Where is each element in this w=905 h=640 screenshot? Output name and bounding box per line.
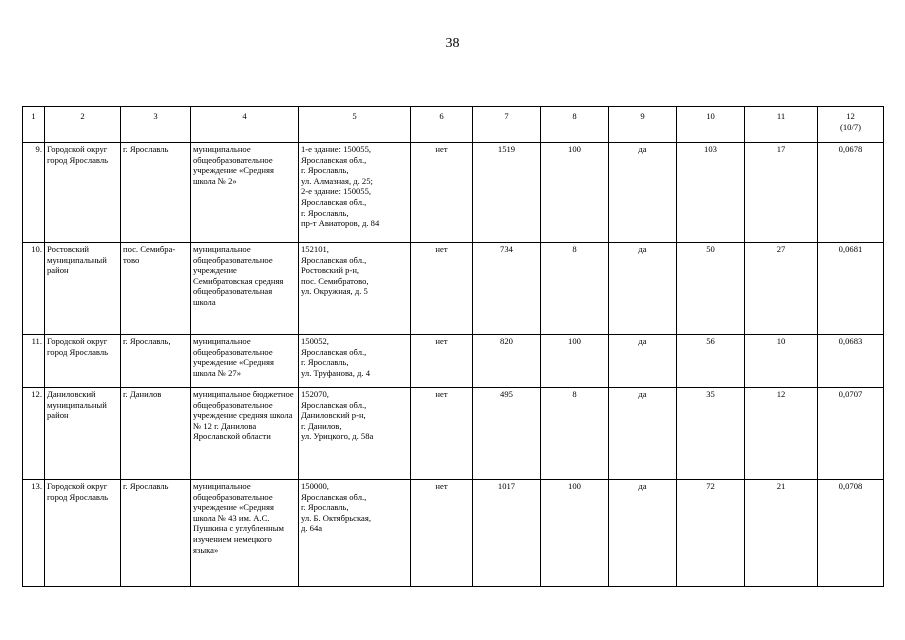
locality-cell: пос. Семибра-тово [121, 243, 191, 335]
col-8-cell: 100 [541, 480, 609, 587]
col-7-cell: 734 [473, 243, 541, 335]
row-number-cell: 10. [23, 243, 45, 335]
address-cell [299, 480, 411, 587]
col-6-cell: нет [411, 335, 473, 388]
address-line: г. Ярославль, [301, 357, 349, 368]
district-cell: Городской округ город Ярославль [45, 335, 121, 388]
col-6-cell: нет [411, 243, 473, 335]
col-11-cell: 27 [745, 243, 818, 335]
address-line: ул. Окружная, д. 5 [301, 286, 368, 297]
header-cell-5: 5 [299, 107, 411, 143]
address-cell [299, 388, 411, 480]
col-8-cell: 100 [541, 143, 609, 243]
address-line: 1-е здание: 150055, [301, 144, 372, 154]
table-body [23, 143, 884, 587]
col-11-cell: 21 [745, 480, 818, 587]
table-row [23, 143, 884, 243]
address-line: 2-е здание: 150055, [301, 186, 372, 197]
locality-cell: г. Ярославль, [121, 335, 191, 388]
address-line: Ярославская обл., [301, 399, 367, 410]
school-name-cell: муниципальное бюджетное общеобразовательное учреждение средняя школа № 12 г. Данилова Ярославской области [191, 388, 299, 480]
district-cell: Ростовский муниципальный район [45, 243, 121, 335]
address-line: ул. Б. Октябрьская, [301, 512, 371, 523]
header-cell-12-line2: (10/7) [839, 121, 861, 132]
col-6-cell: нет [411, 143, 473, 243]
address-line: Ярославская обл., [301, 196, 367, 207]
header-cell-8: 8 [541, 107, 609, 143]
address-cell [299, 143, 411, 243]
col-9-cell: да [609, 388, 677, 480]
col-7-cell: 1017 [473, 480, 541, 587]
page-number: 38 [445, 36, 460, 51]
col-8-cell: 100 [541, 335, 609, 388]
col-12-cell: 0,0683 [818, 335, 884, 388]
header-cell-3: 3 [121, 107, 191, 143]
table-row [23, 480, 884, 587]
locality-cell: г. Ярославль [121, 143, 191, 243]
address-line: 150000, [301, 481, 329, 491]
col-11-cell: 10 [745, 335, 818, 388]
header-cell-11: 11 [745, 107, 818, 143]
school-name-cell: муниципальное общеобразовательное учреждение «Средняя школа № 2» [191, 143, 299, 243]
address-line: Даниловский р-н, [301, 410, 366, 421]
school-name-cell: муниципальное общеобразовательное учреждение Семибратовская средняя общеобразовательная школа [191, 243, 299, 335]
col-10-cell: 72 [677, 480, 745, 587]
table-row [23, 388, 884, 480]
locality-cell: г. Данилов [121, 388, 191, 480]
col-7-cell: 1519 [473, 143, 541, 243]
locality-cell: г. Ярославль [121, 480, 191, 587]
school-name-cell: муниципальное общеобразовательное учреждение «Средняя школа № 27» [191, 335, 299, 388]
col-10-cell: 35 [677, 388, 745, 480]
header-cell-10: 10 [677, 107, 745, 143]
address-line: Ярославская обл., [301, 346, 367, 357]
address-line: 150052, [301, 336, 329, 346]
col-10-cell: 56 [677, 335, 745, 388]
row-number-cell: 13. [23, 480, 45, 587]
address-line: пос. Семибратово, [301, 275, 369, 286]
address-line: г. Ярославль, [301, 207, 349, 218]
col-12-cell: 0,0708 [818, 480, 884, 587]
col-12-cell: 0,0707 [818, 388, 884, 480]
address-line: Ярославская обл., [301, 491, 367, 502]
col-7-cell: 820 [473, 335, 541, 388]
address-line: ул. Труфанова, д. 4 [301, 367, 370, 378]
address-line: 152070, [301, 389, 329, 399]
header-cell-6: 6 [411, 107, 473, 143]
address-line: Ярославская обл., [301, 254, 367, 265]
col-9-cell: да [609, 243, 677, 335]
address-line: Ярославская обл., [301, 154, 367, 165]
row-number-cell: 12. [23, 388, 45, 480]
address-cell [299, 243, 411, 335]
col-11-cell: 17 [745, 143, 818, 243]
col-11-cell: 12 [745, 388, 818, 480]
schools-table [22, 106, 884, 587]
header-cell-2: 2 [45, 107, 121, 143]
row-number-cell: 9. [23, 143, 45, 243]
address-line: г. Ярославль, [301, 502, 349, 513]
col-12-cell: 0,0678 [818, 143, 884, 243]
col-6-cell: нет [411, 388, 473, 480]
header-cell-7: 7 [473, 107, 541, 143]
table-row [23, 243, 884, 335]
district-cell: Городской округ город Ярославль [45, 143, 121, 243]
header-cell-12 [818, 107, 884, 143]
col-9-cell: да [609, 480, 677, 587]
table-row [23, 335, 884, 388]
district-cell: Даниловский муниципальный район [45, 388, 121, 480]
address-line: г. Данилов, [301, 420, 342, 431]
col-7-cell: 495 [473, 388, 541, 480]
col-8-cell: 8 [541, 243, 609, 335]
school-name-cell: муниципальное общеобразовательное учреждение «Средняя школа № 43 им. А.С. Пушкина с углубленным изучением немецкого языка» [191, 480, 299, 587]
col-12-cell: 0,0681 [818, 243, 884, 335]
address-line: г. Ярославль, [301, 165, 349, 176]
header-row [23, 107, 884, 143]
header-cell-12-line1: 12 [846, 111, 855, 121]
address-line: д. 64а [301, 523, 323, 534]
col-8-cell: 8 [541, 388, 609, 480]
address-line: ул. Алмазная, д. 25; [301, 175, 373, 186]
address-cell [299, 335, 411, 388]
col-10-cell: 103 [677, 143, 745, 243]
address-line: 152101, [301, 244, 329, 254]
col-9-cell: да [609, 335, 677, 388]
header-cell-9: 9 [609, 107, 677, 143]
header-cell-1: 1 [23, 107, 45, 143]
col-10-cell: 50 [677, 243, 745, 335]
header-cell-4: 4 [191, 107, 299, 143]
address-line: пр-т Авиаторов, д. 84 [301, 218, 380, 229]
col-6-cell: нет [411, 480, 473, 587]
address-line: Ростовский р-н, [301, 265, 360, 276]
col-9-cell: да [609, 143, 677, 243]
row-number-cell: 11. [23, 335, 45, 388]
address-line: ул. Урицкого, д. 58а [301, 431, 374, 442]
district-cell: Городской округ город Ярославль [45, 480, 121, 587]
